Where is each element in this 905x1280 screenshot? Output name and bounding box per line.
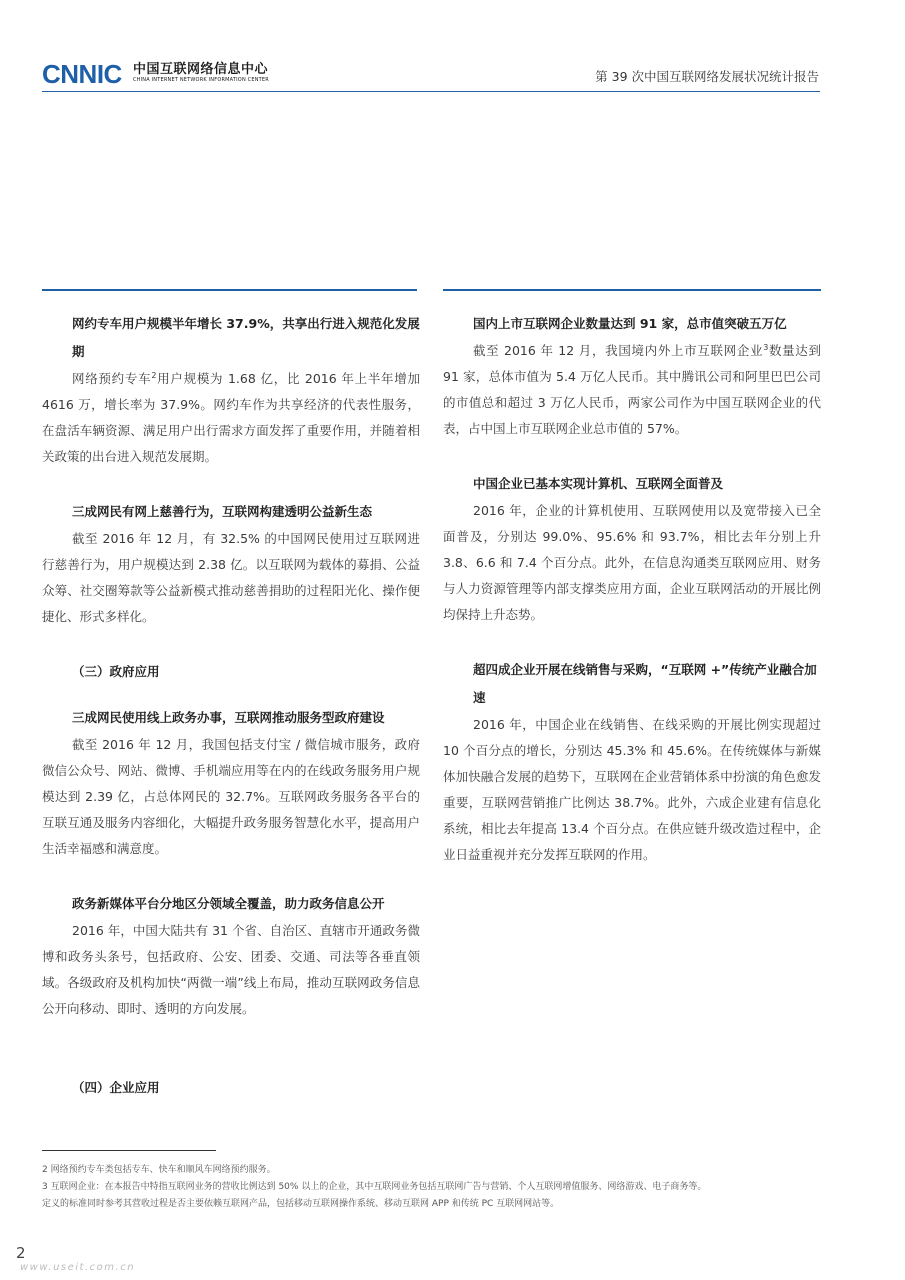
section-government [42,658,420,686]
section-enterprise [42,1074,420,1102]
watermark: www.useit.com.cn [20,1262,136,1273]
section-charity [42,498,420,630]
footnote-3-continued: 定义的标准同时参考其营收过程是否主要依赖互联网产品，包括移动互联网操作系统、移动互联网 APP 和传统 PC 互联网网站等。 [42,1199,560,1209]
logo-mark: CNNIC [42,59,122,89]
logo-text [133,62,269,84]
paragraph: 2016 年，中国大陆共有 31 个省、自治区、直辖市开通政务微博和政务头条号，包括政府、公安、团委、交通、司法等各垂直领域。各级政府及机构加快“两微一端”线上布局，推动互联网政务信息公开向移动、即时、透明的方向发展。 [42,923,420,1016]
logo-english-name: CHINA INTERNET NETWORK INFORMATION CENTER [132,77,269,83]
left-column [42,310,420,1102]
section-heading: 政务新媒体平台分地区分领域全覆盖，助力政务信息公开 [72,896,385,911]
paragraph: 2016 年，企业的计算机使用、互联网使用以及宽带接入已全面普及，分别达 99.0%、95.6% 和 93.7%，相比去年分别上升 3.8、6.6 和 7.4 个百分点。此外，在信息沟通类互联网应用、财务与人力资源管理等内部支撑类应用方面，企业互联网活动的开展比例均保持上升态势。 [443,503,821,622]
cnnic-logo [42,60,269,88]
header-divider [42,91,820,92]
right-column [443,310,821,868]
page-number: 2 [16,1244,26,1262]
section-heading: 中国企业已基本实现计算机、互联网全面普及 [473,476,724,491]
footnote-3: 3 互联网企业：在本报告中特指互联网业务的营收比例达到 50% 以上的企业，其中互联网业务包括互联网广告与营销、个人互联网增值服务、网络游戏、电子商务等。 [42,1182,707,1192]
section-heading: 网约专车用户规模半年增长 37.9%，共享出行进入规范化发展期 [72,316,420,359]
footnotes [42,1162,832,1213]
right-column-rule [443,289,821,291]
footnote-ref: 3 [763,342,769,352]
page-header [0,0,905,100]
paragraph: 截至 2016 年 12 月，我国境内外上市互联网企业$^3$数量达到 91 家，总体市值为 5.4 万亿人民币。其中腾讯公司和阿里巴巴公司的市值总和超过 3 万亿人民币，两家公司作为中国互联网企业的代表，占中国上市互联网企业总市值的 57%。 [443,342,821,436]
report-title: 第 39 次中国互联网络发展状况统计报告 [595,69,819,84]
section-enterprise-adoption [443,470,821,628]
section-heading: 三成网民使用线上政务办事，互联网推动服务型政府建设 [72,710,385,725]
section-heading: 国内上市互联网企业数量达到 91 家，总市值突破五万亿 [473,316,787,331]
paragraph: 截至 2016 年 12 月，有 32.5% 的中国网民使用过互联网进行慈善行为，用户规模达到 2.38 亿。以互联网为载体的募捐、公益众筹、社交圈筹款等公益新模式推动慈善捐助的过程阳光化、操作便捷化、形式多样化。 [42,531,420,624]
section-online-sales [443,656,821,868]
paragraph: 网络预约专车$^2$用户规模为 1.68 亿，比 2016 年上半年增加 4616 万，增长率为 37.9%。网约车作为共享经济的代表性服务，在盘活车辆资源、满足用户出行需求方面发挥了重要作用，并随着相关政策的出台进入规范发展期。 [42,370,420,464]
left-column-rule [42,289,417,291]
logo-chinese-name: 中国互联网络信息中心 [132,62,268,77]
paragraph: 截至 2016 年 12 月，我国包括支付宝 / 微信城市服务，政府微信公众号、网站、微博、手机端应用等在内的在线政务服务用户规模达到 2.39 亿，占总体网民的 32.7%。互联网政务服务各平台的互联互通及服务内容细化，大幅提升政务服务智慧化水平，提高用户生活幸福感和满意度。 [42,737,420,856]
section-heading: （三）政府应用 [72,664,160,679]
footnote-ref: 2 [151,370,157,380]
paragraph: 2016 年，中国企业在线销售、在线采购的开展比例实现超过 10 个百分点的增长，分别达 45.3% 和 45.6%。在传统媒体与新媒体加快融合发展的趋势下，互联网在企业营销体系中扮演的角色愈发重要，互联网营销推广比例达 38.7%。此外，六成企业建有信息化系统，相比去年提高 13.4 个百分点。在供应链升级改造过程中，企业日益重视并充分发挥互联网的作用。 [443,717,821,862]
section-heading: 超四成企业开展在线销售与采购，“互联网 +”传统产业融合加速 [473,662,817,705]
section-listed-companies [443,310,821,442]
section-heading: 三成网民有网上慈善行为，互联网构建透明公益新生态 [72,504,373,519]
footnote-2: 2 网络预约专车类包括专车、快车和顺风车网络预约服务。 [42,1165,276,1175]
section-ride-hailing [42,310,420,470]
section-online-government [42,704,420,862]
section-gov-new-media [42,890,420,1022]
footnote-divider [42,1150,216,1151]
section-heading: （四）企业应用 [72,1080,160,1095]
